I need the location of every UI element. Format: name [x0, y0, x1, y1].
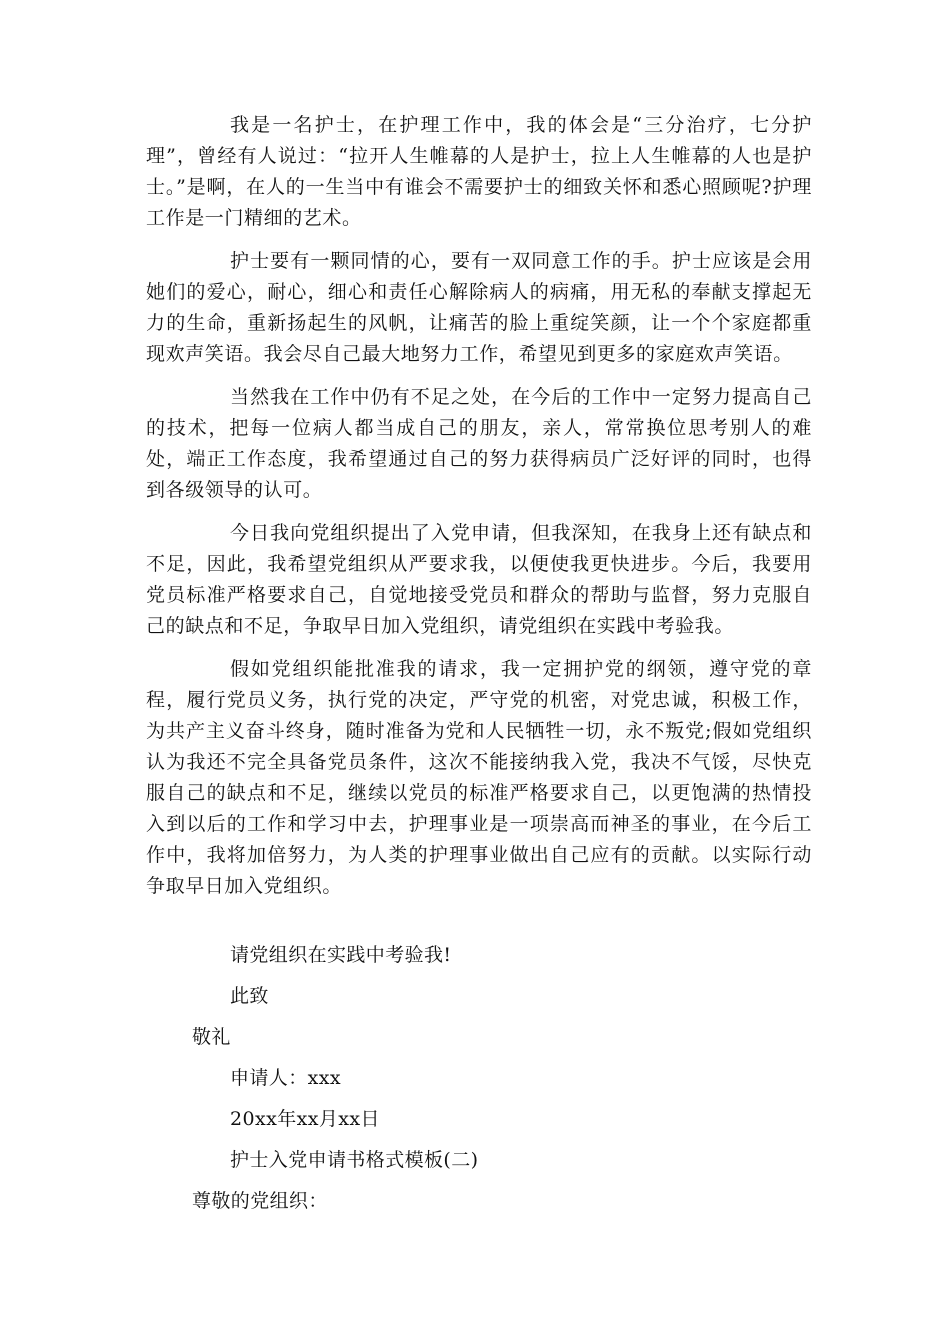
paragraph: 我是一名护士，在护理工作中，我的体会是“三分治疗，七分护理”，曾经有人说过：“拉开人生帷幕的人是护士，拉上人生帷幕的人也是护士。”是啊，在人的一生当中有谁会不需要护士的细致关怀和悉心照顾呢?护理工作是一门精细的艺术。: [146, 114, 812, 229]
section-title: 护士入党申请书格式模板(二): [230, 1149, 479, 1171]
paragraph: 当然我在工作中仍有不足之处，在今后的工作中一定努力提高自己的技术，把每一位病人都当成自己的朋友，亲人，常常换位思考别人的难处，端正工作态度，我希望通过自己的努力获得病员广泛好评的同时，也得到各级领导的认可。: [146, 386, 812, 501]
closing-line: 请党组织在实践中考验我!: [230, 944, 452, 966]
paragraph: 今日我向党组织提出了入党申请，但我深知，在我身上还有缺点和不足，因此，我希望党组织从严要求我，以便使我更快进步。今后，我要用党员标准严格要求自己，自觉地接受党员和群众的帮助与监督，努力克服自己的缺点和不足，争取早日加入党组织，请党组织在实践中考验我。: [146, 522, 812, 637]
salutation-to: 此致: [230, 985, 269, 1007]
body-text: [146, 110, 812, 914]
date-line: 20xx年xx月xx日: [230, 1108, 380, 1130]
greeting-line: 尊敬的党组织：: [192, 1190, 328, 1212]
paragraph: 护士要有一颗同情的心，要有一双同意工作的手。护士应该是会用她们的爱心，耐心，细心和责任心解除病人的病痛，用无私的奉献支撑起无力的生命，重新扬起生的风帆，让痛苦的脸上重绽笑颜，让一个个家庭都重现欢声笑语。我会尽自己最大地努力工作，希望见到更多的家庭欢声笑语。: [146, 250, 812, 365]
paragraph: 假如党组织能批准我的请求，我一定拥护党的纲领，遵守党的章程，履行党员义务，执行党的决定，严守党的机密，对党忠诚，积极工作，为共产主义奋斗终身，随时准备为党和人民牺牲一切，永不叛党;假如党组织认为我还不完全具备党员条件，这次不能接纳我入党，我决不气馁，尽快克服自己的缺点和不足，继续以党员的标准严格要求自己，以更饱满的热情投入到以后的工作和学习中去，护理事业是一项崇高而神圣的事业，在今后工作中，我将加倍努力，为人类的护理事业做出自己应有的贡献。以实际行动争取早日加入党组织。: [146, 658, 812, 897]
applicant-line: 申请人：xxx: [230, 1067, 341, 1089]
salutation-respect: 敬礼: [192, 1026, 231, 1048]
